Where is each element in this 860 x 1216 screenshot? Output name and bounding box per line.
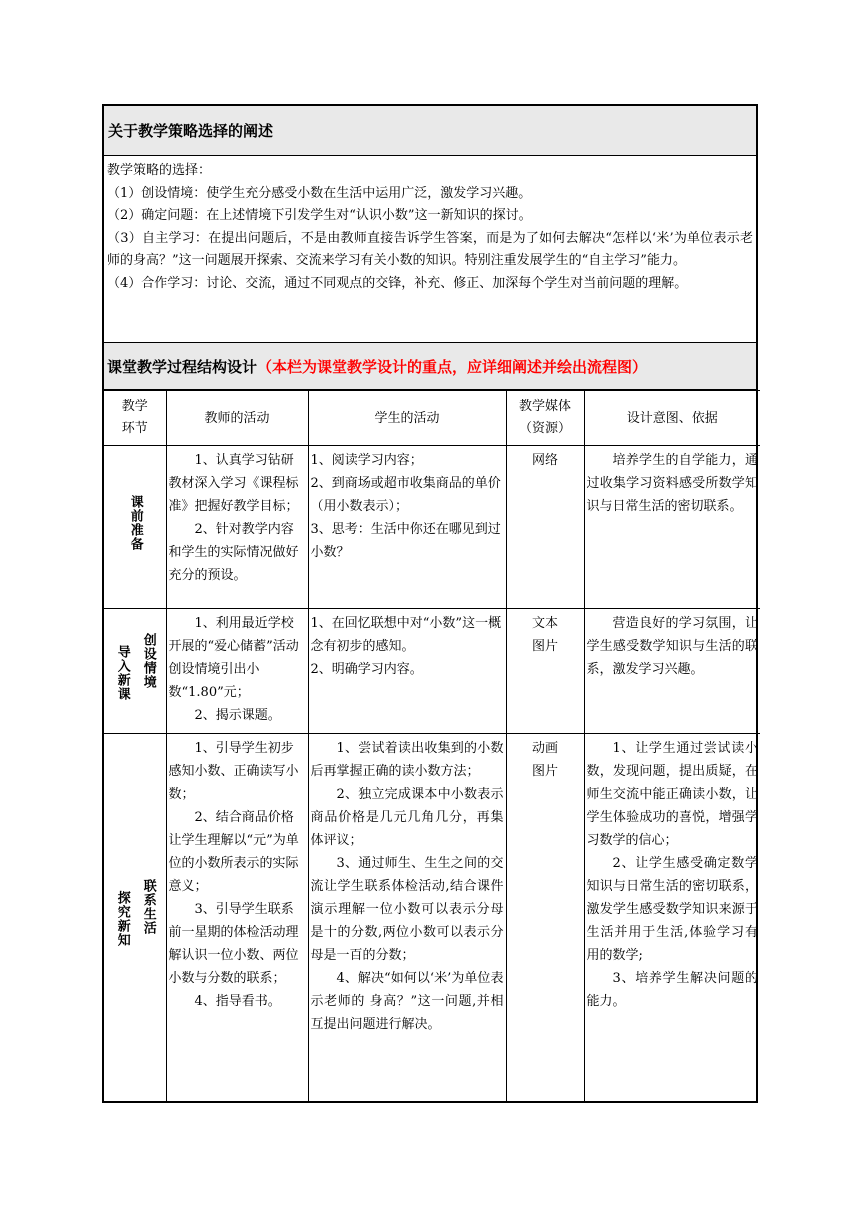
teacher-item: 2、结合商品价格让学生理解以“元”为单位的小数所表示的实际意义； [168, 810, 299, 894]
header-intent: 设计意图、依据 [584, 391, 760, 446]
strategy-line: （4）合作学习：讨论、交流，通过不同观点的交锋，补充、修正、加深每个学生对当前问题的理解。 [107, 275, 688, 291]
intent-item: 1、让学生通过尝试读小数，发现问题，提出质疑，在师生交流中能正确读小数，让学生体验成功的喜悦，增强学习数学的信心； [586, 741, 758, 848]
media-item: 图片 [531, 639, 558, 654]
header-stage: 教学环节 [104, 391, 166, 446]
teacher-item: 3、引导学生联系前一星期的体检活动理解认识一位小数、两位小数与分数的联系； [168, 902, 299, 986]
header-media: 教学媒体（资源） [506, 391, 584, 446]
media-cell [506, 609, 584, 734]
teacher-item: 2、针对教学内容和学生的实际情况做好充分的预设。 [168, 522, 299, 583]
intent-cell [584, 446, 760, 609]
teacher-activity [166, 734, 308, 1101]
intent-cell [584, 609, 760, 734]
strategy-line: （2）确定问题：在上述情境下引发学生对“认识小数”这一新知识的探讨。 [107, 208, 532, 223]
strategy-line: （3）自主学习：在提出问题后，不是由教师直接告诉学生答案，而是为了如何去解决“怎样以‘米’为单位表示老师的身高？”这一问题展开探索、交流来学习有关小数的知识。特别注重发展学生的“自主学习”能力。 [107, 230, 753, 268]
media-item: 文本 [531, 616, 558, 631]
intent-cell [584, 734, 760, 1101]
strategy-description [104, 156, 756, 343]
stage-cell [104, 734, 166, 1101]
intent-item: 培养学生的自学能力，通过收集学习资料感受所数学知识与日常生活的密切联系。 [586, 453, 758, 514]
intent-item: 营造良好的学习氛围，让学生感受数学知识与生活的联系，激发学习兴趣。 [586, 616, 758, 677]
teacher-item: 1、利用最近学校开展的“爱心储蓄”活动创设情境引出小数“1.80”元； [168, 616, 299, 700]
section-strategy-title-text: 关于教学策略选择的阐述 [108, 122, 274, 140]
lesson-plan-sheet [102, 104, 758, 1103]
header-teacher: 教师的活动 [166, 391, 308, 446]
student-item: 1、尝试着读出收集到的小数后再掌握正确的读小数方法； [310, 741, 504, 779]
table-row [104, 446, 760, 609]
teacher-activity [166, 446, 308, 609]
stage-sub-label: 联系生活 [140, 879, 156, 936]
student-item: 1、阅读学习内容； [310, 453, 423, 468]
teacher-item: 1、引导学生初步感知小数、正确读写小数； [168, 741, 299, 802]
student-item: 3、思考：生活中你还在哪见到过小数？ [310, 522, 501, 560]
student-item: 2、到商场或超市收集商品的单价（用小数表示）； [310, 476, 501, 514]
stage-sub-label: 创设情境 [140, 633, 156, 689]
strategy-line: 教学策略的选择： [107, 163, 212, 178]
media-cell [506, 446, 584, 609]
table-row [104, 609, 760, 734]
media-item: 图片 [531, 764, 558, 779]
section-process-note: （本栏为课堂教学设计的重点，应详细阐述并绘出流程图） [257, 357, 648, 376]
strategy-line: （1）创设情境：使学生充分感受小数在生活中运用广泛，激发学习兴趣。 [107, 185, 532, 201]
table-row [104, 734, 760, 1101]
student-item: 4、解决“如何以‘米’为单位表示老师的 身高？”这一问题,并相互提出问题进行解决。 [310, 971, 504, 1032]
stage-cell [104, 609, 166, 734]
section-process-title [104, 343, 756, 390]
media-item: 网络 [531, 453, 558, 468]
student-item: 2、独立完成课本中小数表示商品价格是几元几角几分，再集体评议； [310, 787, 504, 848]
student-item: 2、明确学习内容。 [310, 662, 423, 677]
student-activity [308, 446, 506, 609]
student-activity [308, 734, 506, 1101]
media-cell [506, 734, 584, 1101]
teacher-item: 4、指导看书。 [194, 994, 281, 1009]
stage-cell [104, 446, 166, 609]
table-header-row [104, 391, 760, 446]
stage-label: 探究新知 [114, 891, 130, 948]
stage-label: 课前准备 [127, 495, 143, 551]
intent-item: 2、让学生感受确定数学知识与日常生活的密切联系，激发学生感受数学知识来源于生活并用于生活,体验学习有用的数学; [586, 856, 758, 963]
student-activity [308, 609, 506, 734]
student-item: 3、通过师生、生生之间的交流让学生联系体检活动,结合课件演示理解一位小数可以表示分母是十的分数,两位小数可以表示分母是一百的分数； [310, 856, 504, 963]
process-table [104, 390, 760, 1101]
media-item: 动画 [531, 741, 558, 756]
section-strategy-title [104, 106, 756, 156]
student-item: 1、在回忆联想中对“小数”这一概念有初步的感知。 [310, 616, 502, 654]
section-process-title-text: 课堂教学过程结构设计 [107, 357, 258, 376]
stage-label: 导入新课 [114, 645, 130, 701]
intent-item: 3、培养学生解决问题的能力。 [586, 971, 758, 1009]
teacher-item: 1、认真学习钻研教材深入学习《课程标准》把握好教学目标； [168, 453, 299, 514]
teacher-item: 2、揭示课题。 [194, 708, 281, 723]
header-student: 学生的活动 [308, 391, 506, 446]
teacher-activity [166, 609, 308, 734]
